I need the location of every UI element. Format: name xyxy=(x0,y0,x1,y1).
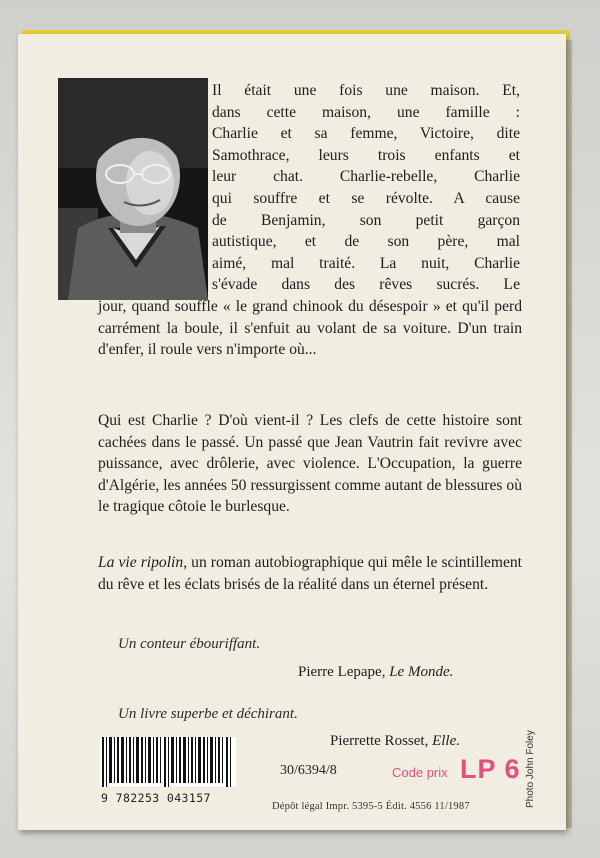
price-code-label: Code prix xyxy=(392,765,448,780)
intro-line: dans cette maison, une famille : xyxy=(212,103,520,121)
intro-continued-text: jour, quand souffle « le grand chinook du désespoir » et qu'il perd carrément la boule, il s'enfuit au volant de sa voiture. D'un train d'enfer, il roule vers n'importe où... xyxy=(98,298,522,359)
quote-2-text: Un livre superbe et déchirant. xyxy=(118,706,298,722)
price-code: LP 6 xyxy=(460,754,521,784)
quote-1-author: Pierre Lepape, xyxy=(298,664,386,680)
paragraph-3 xyxy=(98,552,522,595)
barcode xyxy=(100,737,236,787)
intro-line: aimé, mal traité. La nuit, Charlie xyxy=(212,254,520,272)
quote-2-attribution xyxy=(330,733,460,750)
intro-line: Samothrace, leurs trois enfants et xyxy=(212,146,520,164)
intro-line: Charlie et sa femme, Victoire, dite xyxy=(212,125,520,143)
quote-1-text: Un conteur ébouriffant. xyxy=(118,636,261,652)
intro-continuation xyxy=(98,296,522,361)
paragraph-3-text xyxy=(98,552,522,595)
book-title: La vie ripolin xyxy=(98,554,184,571)
book-page-edge xyxy=(566,40,572,828)
intro-paragraph xyxy=(212,80,520,296)
photo-credit: Photo John Foley xyxy=(525,730,536,808)
catalog-code: 30/6394/8 xyxy=(280,763,337,778)
paragraph-3-rest: , un roman autobiographique qui mêle le scintillement du rêve et les éclats brisés de la réalité dans un éternel présent. xyxy=(98,554,523,593)
paragraph-2 xyxy=(98,410,522,518)
paragraph-2-text: Qui est Charlie ? D'où vient-il ? Les clefs de cette histoire sont cachées dans le passé. Un passé que Jean Vautrin fait revivre avec puissance, avec drôlerie, avec violence. L'Occupation, la guerre d'Algérie, les années 50 ressurgissent comme autant de blessures où le tragique côtoie le burlesque. xyxy=(98,412,522,516)
quote-1-attribution xyxy=(298,664,453,681)
legal-deposit: Dépôt légal Impr. 5395-5 Édit. 4556 11/1987 xyxy=(272,801,470,812)
intro-line: s'évade dans des rêves sucrés. Le xyxy=(212,276,520,294)
author-portrait xyxy=(58,78,208,300)
barcode-number: 9 782253 043157 xyxy=(101,791,211,805)
quote-1-source: Le Monde. xyxy=(389,664,454,680)
intro-line: Il était une fois une maison. Et, xyxy=(212,82,520,99)
intro-line: autistique, et de son père, mal xyxy=(212,233,520,251)
intro-line: de Benjamin, son petit garçon xyxy=(212,211,520,229)
intro-line: leur chat. Charlie-rebelle, Charlie xyxy=(212,168,520,186)
quote-2-author: Pierrette Rosset, xyxy=(330,733,429,749)
quote-2-source: Elle. xyxy=(432,733,460,749)
intro-line: qui souffre et se révolte. A cause xyxy=(212,189,520,207)
